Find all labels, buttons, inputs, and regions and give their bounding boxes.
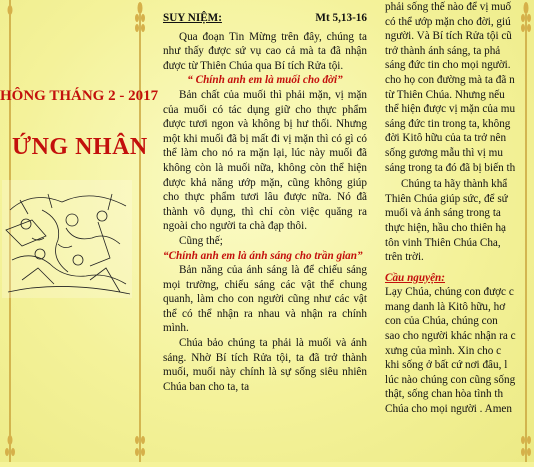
text-line: trên trời.	[385, 251, 424, 264]
exhortation-text	[385, 177, 534, 265]
text-line: đời Kitô hữu của ta trở nên	[385, 132, 507, 145]
prayer-text	[385, 285, 534, 416]
reflection-heading: SUY NIỆM:	[163, 12, 222, 24]
text-line: lúc nào chúng con cũng sống	[385, 373, 516, 386]
text-line: thật, sống chan hòa tình th	[385, 388, 504, 401]
text-line: khi sống ở bất cứ nơi đâu, l	[385, 359, 508, 372]
text-line: tôn vinh Thiên Chúa Cha,	[385, 236, 501, 249]
scripture-reference: Mt 5,13-16	[315, 12, 367, 24]
text-line: từ Thiên Chúa. Nhưng nếu	[385, 88, 505, 101]
paragraph: Bản chất của muối thì phải mặn, vị mặn của muối có tác dụng giữ cho thực phẩm được tươi ngon và không bị hư thối. Nhưng một khi muối đã bị mất đi vị mặn thì có gì có thể làm cho nó ra mặn lại, lúc này muối đã không còn là muối nữa, không còn thể hiện được khả năng ướp mặn, cũng không giúp cho thực phẩm tươi lâu được nữa. Nó đã thành vô dụng, thì chỉ còn việc quăng ra ngoài cho người ta chà đạp thôi.	[163, 88, 367, 233]
text-line: Lạy Chúa, chúng con được c	[385, 286, 514, 299]
quote-salt: “ Chính anh em là muối cho đời”	[187, 74, 343, 87]
text-line: phải sống thế nào để vị muố	[385, 1, 512, 13]
left-panel	[0, 0, 159, 462]
paragraph: Bản năng của ánh sáng là để chiếu sáng mọi trường, chiếu sáng các vật thể chung quanh, làm cho con người cũng như các vật thể có thể nhận ra nhau và nhận ra chính mình.	[163, 264, 367, 335]
text-line: sao cho người khác nhận ra c	[385, 330, 516, 343]
reflection-header	[163, 11, 367, 26]
text-line: thể hiện được vị mặn của mu	[385, 103, 516, 116]
text-line: con của Chúa, chúng con	[385, 315, 498, 328]
text-line: Chúa cho mọi người . Amen	[385, 403, 512, 416]
bulletin-title: HÔNG THÁNG 2 - 2017	[0, 88, 159, 104]
text-line: cho họ con đường mà ta đã n	[385, 73, 515, 86]
text-line: xưng của mình. Xin cho c	[385, 344, 502, 357]
illustration-crowd-sketch	[2, 180, 132, 298]
text-line: mang danh là Kitô hữu, hơ	[385, 300, 506, 313]
text-line: Thiên Chúa giúp sức, để sứ	[385, 192, 508, 205]
text-line: trở thành ánh sáng, ta phả	[385, 44, 501, 57]
bulletin-theme: ỨNG NHÂN	[12, 134, 148, 160]
text-line: muối và ánh sáng trong ta	[385, 207, 501, 220]
reflection-column	[163, 0, 367, 394]
text-line: sống gương mẫu thì vị mu	[385, 146, 503, 159]
text-line: sáng trong ta đó đã bị biến th	[385, 161, 516, 174]
text-line: Chúng ta hãy thành khẩ	[401, 178, 508, 191]
continuation-column	[385, 0, 534, 462]
text-line: sáng đức tin trong ta, không	[385, 117, 511, 130]
quote-light: “Chính anh em là ánh sáng cho trần gian”	[163, 249, 363, 262]
paragraph: Cũng thế;	[179, 234, 223, 247]
text-line: có thể ướp mặn cho đời, giú	[385, 15, 511, 28]
continuation-text	[385, 0, 534, 175]
text-line: người. Và Bí tích Rửa tội cũ	[385, 30, 512, 43]
paragraph: Chúa bảo chúng ta phải là muối và ánh sáng. Nhờ Bí tích Rửa tội, ta đã trở thành muối, muối này chính là sự sống siêu nhiên Chúa ban cho ta, ta	[163, 337, 367, 393]
text-line: thực hiện, hầu cho thiên hạ	[385, 221, 507, 234]
prayer-heading: Cầu nguyện:	[385, 271, 445, 284]
paragraph: Qua đoạn Tin Mừng trên đây, chúng ta như thấy được sứ vụ cao cả mà ta đã nhận được từ Thiên Chúa qua Bí tích Rửa tội.	[163, 30, 367, 72]
text-line: sáng đức tin cho mọi người.	[385, 59, 511, 72]
